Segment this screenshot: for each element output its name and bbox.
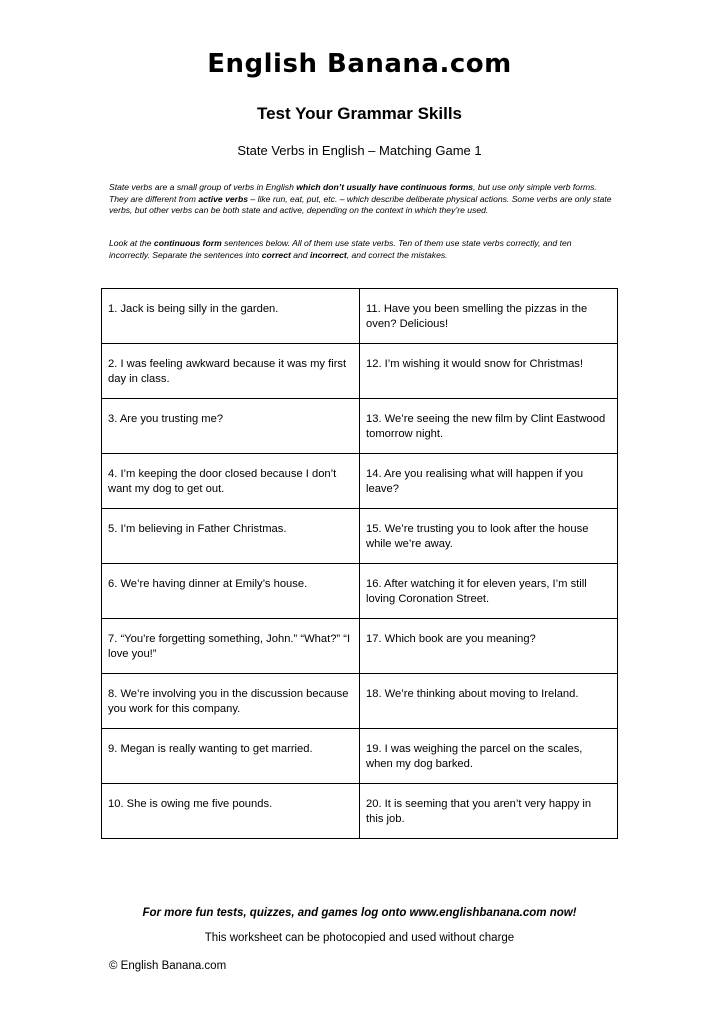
sentence-cell: 10. She is owing me five pounds.	[102, 784, 360, 839]
sentence-cell: 5. I’m believing in Father Christmas.	[102, 509, 360, 564]
intro-run: State verbs are a small group of verbs in English	[109, 182, 297, 192]
intro-run: , and correct the mistakes.	[346, 249, 448, 260]
sentence-cell: 20. It is seeming that you aren’t very happy in this job.	[360, 784, 618, 839]
site-logo: English Banana.com	[207, 49, 512, 79]
intro-run: incorrect	[309, 249, 347, 260]
sentence-cell: 9. Megan is really wanting to get married.	[102, 729, 360, 784]
intro-paragraph-1	[109, 182, 613, 217]
page-subtitle: State Verbs in English – Matching Game 1	[237, 143, 482, 158]
sentence-table	[101, 288, 618, 839]
intro-run: – like run, eat, put, etc. – which describe deliberate physical actions. Some verbs are only state verbs, but other verbs can be both state and active, depending on the context in which they’re used.	[109, 193, 612, 216]
copyright: © English Banana.com	[109, 960, 227, 972]
sentence-cell: 2. I was feeling awkward because it was my first day in class.	[102, 344, 360, 399]
table-row	[102, 619, 618, 674]
table-row	[102, 674, 618, 729]
intro-run: , but use only simple verb forms. They are different from	[109, 182, 597, 204]
sentence-cell: 11. Have you been smelling the pizzas in the oven? Delicious!	[360, 289, 618, 344]
sentence-cell: 16. After watching it for eleven years, I’m still loving Coronation Street.	[360, 564, 618, 619]
intro-run: which don’t usually have continuous forms	[296, 182, 474, 192]
table-row	[102, 784, 618, 839]
sentence-cell: 6. We’re having dinner at Emily’s house.	[102, 564, 360, 619]
photocopy-note: This worksheet can be photocopied and used without charge	[204, 932, 515, 944]
table-row	[102, 729, 618, 784]
table-row	[102, 454, 618, 509]
sentence-cell: 18. We’re thinking about moving to Ireland.	[360, 674, 618, 729]
table-row	[102, 509, 618, 564]
intro-paragraph-2	[109, 238, 613, 261]
promo-text: For more fun tests, quizzes, and games log onto www.englishbanana.com now!	[142, 907, 577, 919]
sentence-cell: 12. I’m wishing it would snow for Christmas!	[360, 344, 618, 399]
sentence-cell: 4. I’m keeping the door closed because I don’t want my dog to get out.	[102, 454, 360, 509]
table-row	[102, 399, 618, 454]
sentence-cell: 3. Are you trusting me?	[102, 399, 360, 454]
sentence-cell: 8. We’re involving you in the discussion because you work for this company.	[102, 674, 360, 729]
sentence-cell: 14. Are you realising what will happen if you leave?	[360, 454, 618, 509]
intro-run: sentences below. All of them use state verbs. Ten of them use state verbs correctly, and ten incorrectly. Separate the sentences into	[109, 238, 572, 260]
sentence-cell: 17. Which book are you meaning?	[360, 619, 618, 674]
intro-run: Look at the	[109, 238, 154, 248]
sentence-cell: 13. We’re seeing the new film by Clint Eastwood tomorrow night.	[360, 399, 618, 454]
intro-run: correct	[261, 249, 291, 260]
sentence-cell: 15. We’re trusting you to look after the house while we’re away.	[360, 509, 618, 564]
table-row	[102, 564, 618, 619]
sentence-cell: 19. I was weighing the parcel on the scales, when my dog barked.	[360, 729, 618, 784]
sentence-cell: 7. “You’re forgetting something, John.” “What?” “I love you!”	[102, 619, 360, 674]
intro-run: and	[290, 249, 310, 260]
table-row	[102, 289, 618, 344]
sentence-cell: 1. Jack is being silly in the garden.	[102, 289, 360, 344]
intro-run: active verbs	[198, 193, 249, 204]
intro-run: continuous form	[153, 238, 222, 248]
page-title: Test Your Grammar Skills	[256, 104, 463, 123]
table-row	[102, 344, 618, 399]
